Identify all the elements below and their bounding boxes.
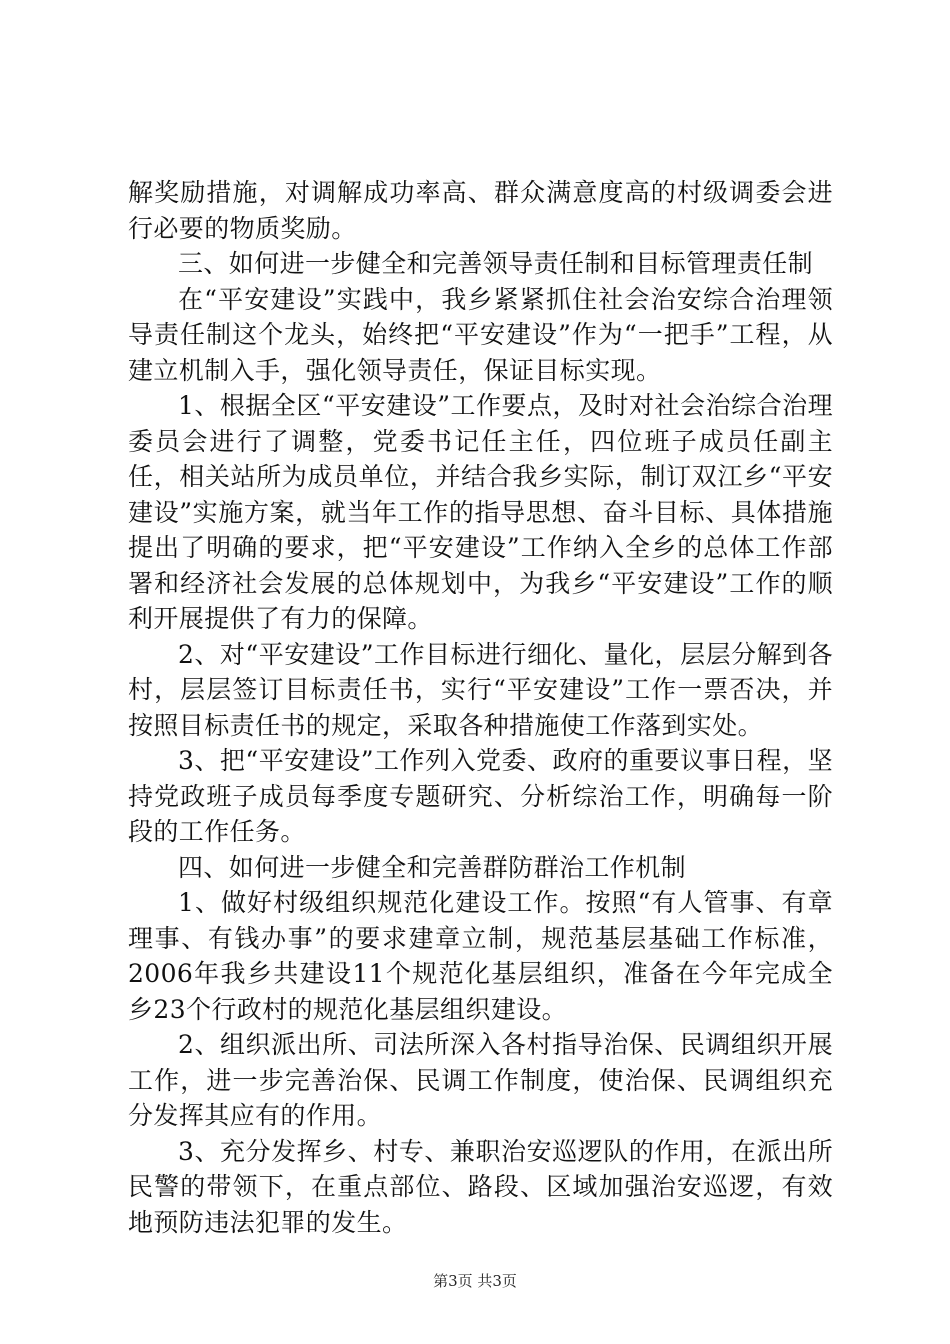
- paragraph-item-2: 2、对“平安建设”工作目标进行细化、量化，层层分解到各村，层层签订目标责任书，实行“平安建设”工作一票否决，并按照目标责任书的规定，采取各种措施使工作落到实处。: [128, 639, 833, 740]
- page-number-label: 第3页 共3页: [433, 1272, 517, 1290]
- paragraph-item-3: 3、把“平安建设”工作列入党委、政府的重要议事日程，坚持党政班子成员每季度专题研究、分析综治工作，明确每一阶段的工作任务。: [128, 746, 833, 846]
- paragraph-item-3b: 3、充分发挥乡、村专、兼职治安巡逻队的作用，在派出所民警的带领下，在重点部位、路段、区域加强治安巡逻，有效地预防违法犯罪的发生。: [128, 1136, 833, 1237]
- paragraph-item-1: 1、根据全区“平安建设”工作要点，及时对社会治综合治理委员会进行了调整，党委书记任主任，四位班子成员任副主任，相关站所为成员单位，并结合我乡实际，制订双江乡“平安建设”实施方案，就当年工作的指导思想、奋斗目标、具体措施提出了明确的要求，把“平安建设”工作纳入全乡的总体工作部署和经济社会发展的总体规划中，为我乡“平安建设”工作的顺利开展提供了有力的保障。: [128, 391, 833, 633]
- paragraph-intro: 在“平安建设”实践中，我乡紧紧抓住社会治安综合治理领导责任制这个龙头，始终把“平安建设”作为“一把手”工程，从建立机制入手，强化领导责任，保证目标实现。: [128, 284, 833, 385]
- section-heading-3: 三、如何进一步健全和完善领导责任制和目标管理责任制: [178, 249, 814, 278]
- paragraph-continuation: 解奖励措施，对调解成功率高、群众满意度高的村级调委会进行必要的物质奖励。: [128, 178, 833, 243]
- document-body: [128, 175, 833, 1240]
- page-footer: [0, 1270, 950, 1291]
- paragraph-item-1b: 1、做好村级组织规范化建设工作。按照“有人管事、有章理事、有钱办事”的要求建章立制，规范基层基础工作标准，2006年我乡共建设11个规范化基层组织，准备在今年完成全乡23个行政村的规范化基层组织建设。: [128, 888, 833, 1024]
- paragraph-item-2b: 2、组织派出所、司法所深入各村指导治保、民调组织开展工作，进一步完善治保、民调工作制度，使治保、民调组织充分发挥其应有的作用。: [128, 1030, 833, 1130]
- section-heading-4: 四、如何进一步健全和完善群防群治工作机制: [178, 852, 687, 882]
